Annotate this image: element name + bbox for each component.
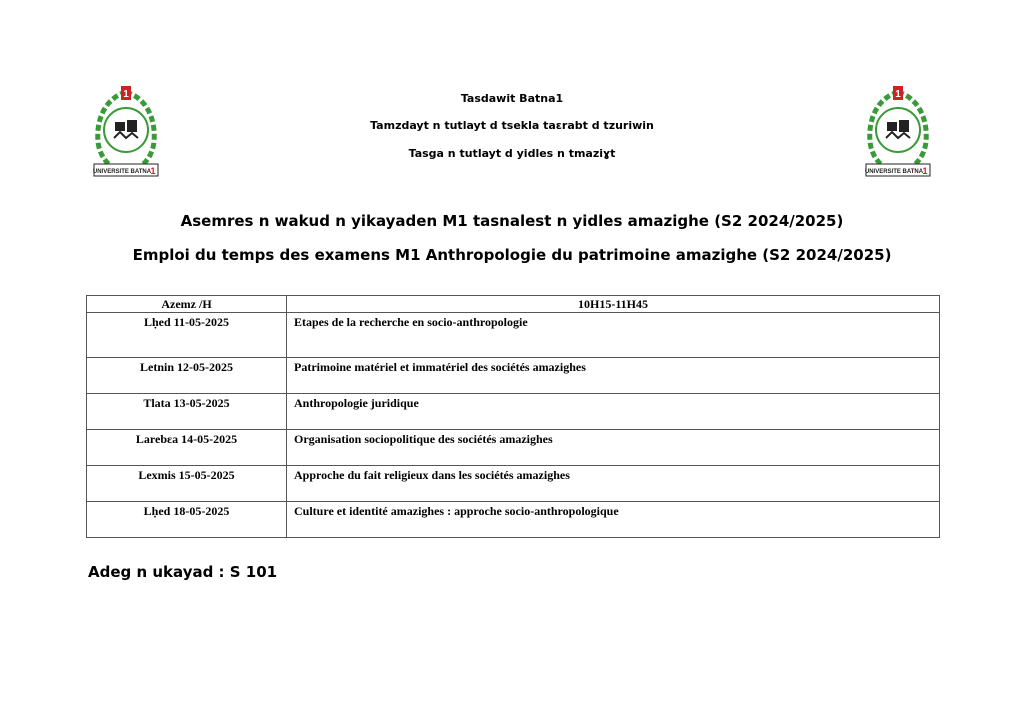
table-row xyxy=(87,502,940,538)
faculty-name: Tamzdayt n tutlayt d tsekla taɛrabt d tzuriwin xyxy=(370,119,654,132)
logo-badge-number: 1 xyxy=(150,166,156,176)
logo-badge-text: UNIVERSITE BATNA xyxy=(864,169,924,175)
table-row xyxy=(87,358,940,394)
university-name: Tasdawit Batna1 xyxy=(460,92,564,105)
exam-date: Letnin 12-05-2025 xyxy=(87,358,287,394)
exam-subject: Etapes de la recherche en socio-anthropologie xyxy=(287,313,940,358)
exam-date: Lḥed 11-05-2025 xyxy=(87,313,287,358)
exam-subject: Anthropologie juridique xyxy=(287,394,940,430)
logo-top-number: 1 xyxy=(895,89,901,100)
date-column-header: Azemz /H xyxy=(87,296,287,313)
exam-date: Lḥed 18-05-2025 xyxy=(87,502,287,538)
exam-subject: Approche du fait religieux dans les sociétés amazighes xyxy=(287,466,940,502)
table-row xyxy=(87,313,940,358)
table-row xyxy=(87,430,940,466)
table-row xyxy=(87,394,940,430)
exam-date: Lexmis 15-05-2025 xyxy=(87,466,287,502)
title-french: Emploi du temps des examens M1 Anthropologie du patrimoine amazighe (S2 2024/2025) xyxy=(132,246,892,264)
logo-badge-text: UNIVERSITE BATNA xyxy=(92,169,152,175)
time-column-header: 10H15-11H45 xyxy=(287,296,940,313)
exam-date: Tlata 13-05-2025 xyxy=(87,394,287,430)
department-name: Tasga n tutlayt d yidles n tmaziɣt xyxy=(408,147,616,160)
table-row xyxy=(87,466,940,502)
title-amazigh: Asemres n wakud n yikayaden M1 tasnalest n yidles amazighe (S2 2024/2025) xyxy=(180,212,844,230)
exam-room: Adeg n ukayad : S 101 xyxy=(88,563,278,581)
table-header-row xyxy=(87,296,940,313)
exam-schedule-table xyxy=(86,295,940,538)
exam-subject: Patrimoine matériel et immatériel des sociétés amazighes xyxy=(287,358,940,394)
exam-date: Larebɛa 14-05-2025 xyxy=(87,430,287,466)
logo-badge-number: 1 xyxy=(922,166,928,176)
exam-subject: Organisation sociopolitique des sociétés amazighes xyxy=(287,430,940,466)
logo-top-number: 1 xyxy=(123,89,129,100)
exam-subject: Culture et identité amazighes : approche socio-anthropologique xyxy=(287,502,940,538)
